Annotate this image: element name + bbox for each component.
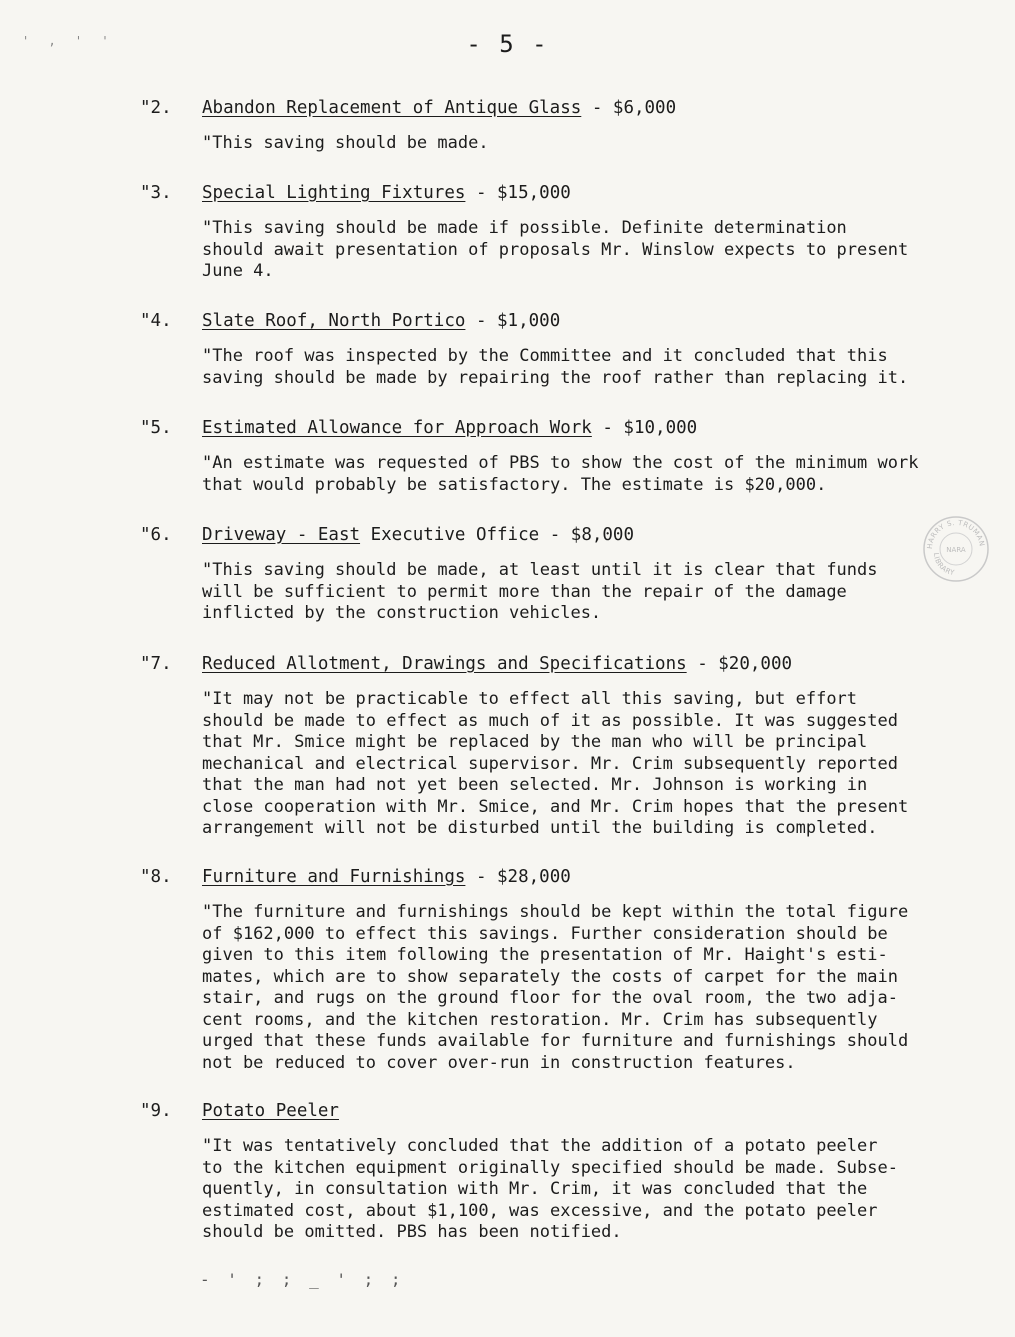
item-body: "The roof was inspected by the Committee and it concluded that this saving should be made by repairing the roof rather than replacing it. (202, 346, 909, 388)
page-number: - 5 - (466, 30, 549, 58)
list-item (140, 310, 950, 389)
item-heading (140, 417, 950, 439)
svg-text:HARRY S. TRUMAN (926, 519, 986, 549)
item-body: "It may not be practicable to effect all this saving, but effort should be made to effect as much of it as possible. It was suggested that Mr. Smice might be replaced by the man who will be principal mechanical and electrical supervisor. Mr. Crim subsequently reported that the man had not yet been selected. Mr. Johnson is working in close cooperation with Mr. Smice, and Mr. Crim hopes that the present arrangement will not be disturbed until the building is completed. (202, 689, 909, 838)
item-body: "It was tentatively concluded that the addition of a potato peeler to the kitchen equipment originally specified should be made. Subse- quently, in consultation with Mr. Crim, it was concluded that the estimated cost, about $1,100, was excessive, and the potato peeler should be omitted. PBS has been notified. (202, 1136, 898, 1242)
list-item (140, 417, 950, 496)
item-number: "8. (140, 867, 172, 887)
item-heading (140, 1100, 950, 1122)
item-title: Driveway - East (202, 525, 361, 545)
item-title: Special Lighting Fixtures (202, 183, 466, 203)
item-body: "This saving should be made. (202, 133, 489, 153)
list-item (140, 524, 950, 625)
item-title: Slate Roof, North Portico (202, 311, 466, 331)
list-item (140, 97, 950, 155)
item-body: "An estimate was requested of PBS to show the cost of the minimum work that would probably be satisfactory. The estimate is $20,000. (202, 453, 919, 495)
item-number: "3. (140, 183, 172, 203)
item-number: "5. (140, 418, 172, 438)
item-heading (140, 97, 950, 119)
scan-specks: - ' ; ; _ ' ; ; (200, 1270, 405, 1289)
item-heading (140, 182, 950, 204)
item-heading (140, 866, 950, 888)
library-seal-stamp (922, 515, 990, 583)
item-amount: - $20,000 (686, 654, 793, 674)
item-title: Estimated Allowance for Approach Work (202, 418, 592, 438)
list-item (140, 1100, 950, 1244)
item-amount: - $1,000 (465, 311, 561, 331)
item-amount: - $8,000 (539, 525, 634, 545)
item-number: "9. (140, 1101, 172, 1121)
item-title-extra: Executive Office (360, 525, 540, 545)
corner-marks: ' , ' ' (22, 34, 115, 48)
item-heading (140, 310, 950, 332)
item-number: "6. (140, 525, 172, 545)
item-amount: - $28,000 (465, 867, 571, 887)
item-amount: - $6,000 (581, 98, 677, 118)
item-body: "The furniture and furnishings should be kept within the total figure of $162,000 to effect this savings. Further consideration should be given to this item following the presentation of Mr. Haight's esti- mates, which are to show separately the costs of carpet for the main stair, and rugs on the ground floor for the oval room, the two adja- cent rooms, and the kitchen restoration. Mr. Crim has subsequently urged that these funds available for furniture and furnishings should not be reduced to cover over-run in construction features. (202, 902, 909, 1073)
list-item (140, 653, 950, 840)
item-heading (140, 653, 950, 675)
item-number: "4. (140, 311, 172, 331)
seal-center-text: NARA (946, 546, 966, 554)
item-amount: - $10,000 (591, 418, 698, 438)
item-heading (140, 524, 950, 546)
item-number: "7. (140, 654, 172, 674)
item-title: Potato Peeler (202, 1101, 339, 1121)
item-amount: - $15,000 (465, 183, 571, 203)
item-title: Reduced Allotment, Drawings and Specifications (202, 654, 687, 674)
item-body: "This saving should be made if possible. Definite determination should await presentation of proposals Mr. Winslow expects to present June 4. (202, 218, 909, 281)
item-title: Abandon Replacement of Antique Glass (202, 98, 582, 118)
item-title: Furniture and Furnishings (202, 867, 466, 887)
item-number: "2. (140, 98, 172, 118)
seal-text-top: HARRY S. TRUMAN (925, 518, 986, 550)
item-body: "This saving should be made, at least until it is clear that funds will be sufficient to permit more than the repair of the damage inflicted by the construction vehicles. (202, 560, 878, 623)
list-item (140, 866, 950, 1074)
list-item (140, 182, 950, 283)
seal-text-bottom: LIBRARY (931, 552, 956, 578)
